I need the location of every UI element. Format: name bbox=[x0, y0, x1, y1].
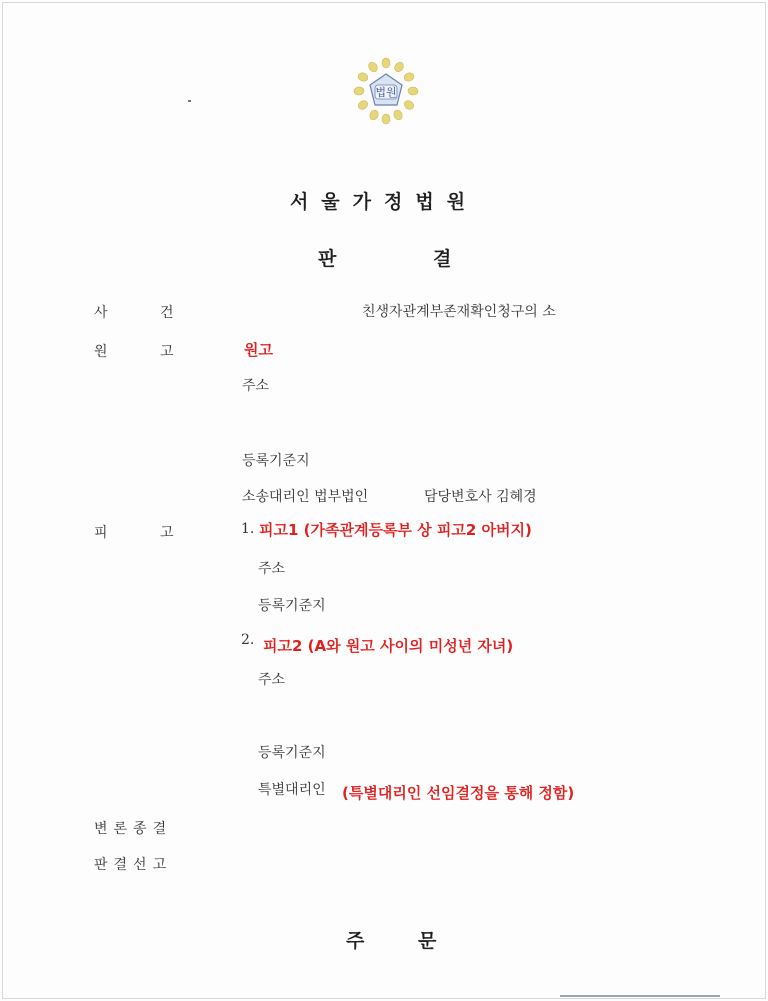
label-hearing-end: 변론종결 bbox=[94, 821, 173, 837]
doc-title-left: 판 bbox=[318, 248, 337, 270]
order-title-right: 문 bbox=[418, 930, 437, 952]
defendant-2-special-agent-note: (특별대리인 선임결정을 통해 정함) bbox=[342, 784, 575, 802]
label-plaintiff-2: 고 bbox=[160, 344, 174, 360]
label-case-1: 사 bbox=[94, 305, 108, 321]
order-title-left: 주 bbox=[346, 930, 365, 952]
label-case-2: 건 bbox=[160, 305, 174, 321]
plaintiff-attorney-detail: 담당변호사 김혜경 bbox=[424, 489, 537, 505]
defendant-1-registry-label: 등록기준지 bbox=[258, 598, 326, 614]
defendant-1-name: 피고1 (가족관계등록부 상 피고2 아버지) bbox=[259, 521, 532, 539]
defendant-1-address-label: 주소 bbox=[258, 561, 286, 577]
defendant-2-name: 피고2 (A와 원고 사이의 미성년 자녀) bbox=[263, 637, 514, 655]
label-defendant-2: 고 bbox=[160, 525, 174, 541]
emblem-label: 법원 bbox=[375, 86, 397, 99]
scan-speck bbox=[188, 100, 191, 102]
defendant-2-address-label: 주소 bbox=[258, 672, 286, 688]
label-plaintiff-1: 원 bbox=[94, 344, 108, 360]
plaintiff-attorney-label: 소송대리인 법부법인 bbox=[242, 489, 369, 505]
bottom-edge-line bbox=[560, 995, 720, 997]
plaintiff-address-label: 주소 bbox=[242, 378, 270, 394]
defendant-2-registry-label: 등록기준지 bbox=[258, 745, 326, 761]
label-defendant-1: 피 bbox=[94, 525, 108, 541]
defendant-2-number: 2. bbox=[241, 632, 255, 648]
plaintiff-registry-label: 등록기준지 bbox=[242, 453, 310, 469]
court-name: 서울가정법원 bbox=[289, 191, 479, 213]
case-name: 친생자관계부존재확인청구의 소 bbox=[362, 304, 556, 320]
plaintiff-name: 원고 bbox=[244, 341, 273, 359]
defendant-1-number: 1. bbox=[241, 521, 255, 537]
court-emblem-icon bbox=[349, 56, 423, 126]
page-border bbox=[2, 2, 766, 999]
label-judgment-date: 판결선고 bbox=[94, 857, 173, 873]
defendant-2-special-agent-label: 특별대리인 bbox=[258, 782, 326, 798]
doc-title-right: 결 bbox=[433, 248, 452, 270]
